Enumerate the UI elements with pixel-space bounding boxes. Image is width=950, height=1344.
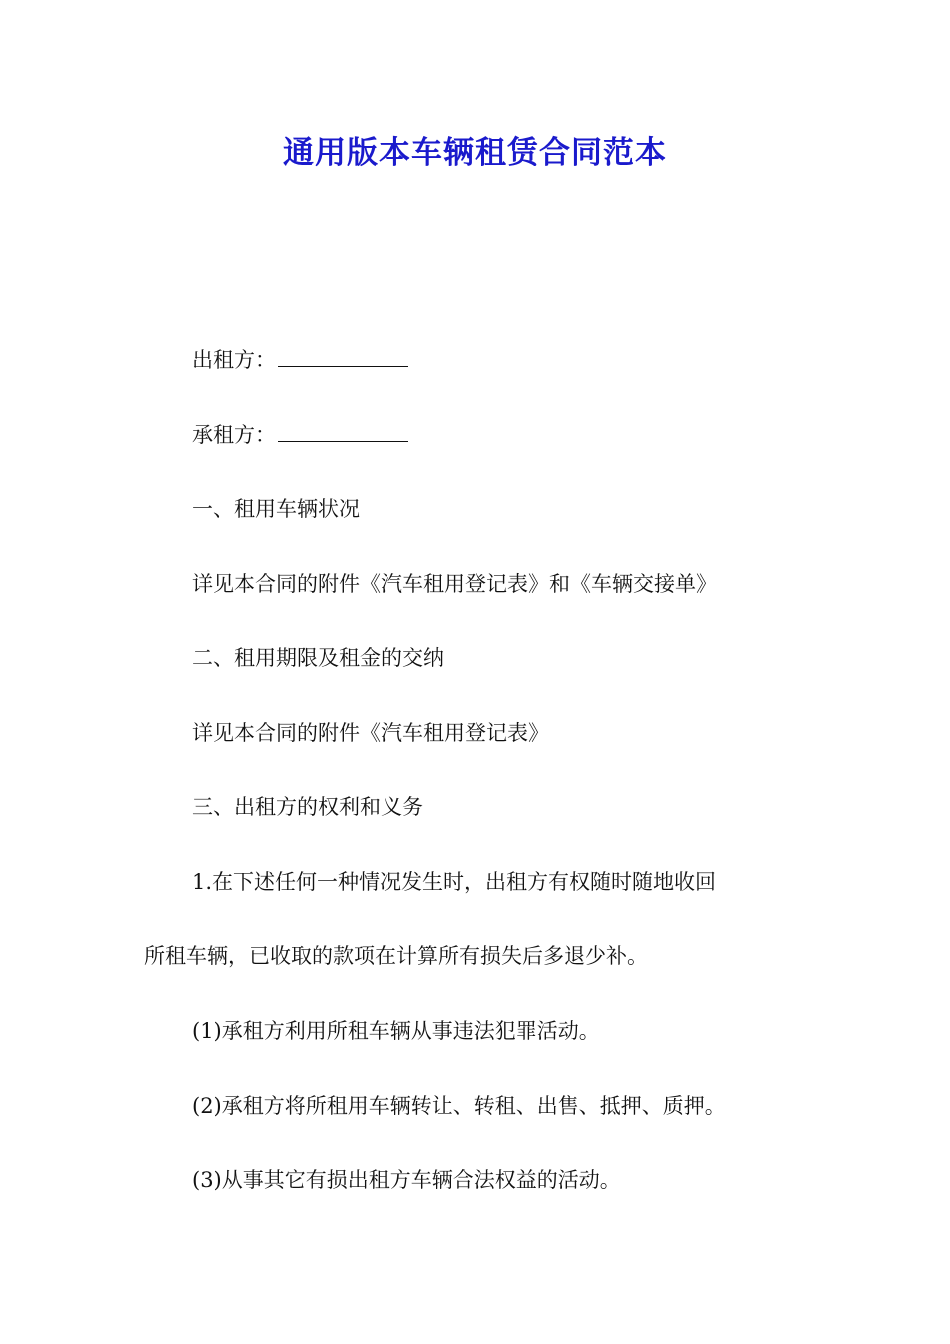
clause1-item3: (3)从事其它有损出租方车辆合法权益的活动。	[192, 1168, 621, 1192]
section3-heading: 三、出租方的权利和义务	[192, 795, 423, 819]
clause1-line1: 1.在下述任何一种情况发生时，出租方有权随时随地收回	[192, 870, 717, 894]
lessor-field	[192, 343, 408, 377]
clause1-item1: (1)承租方利用所租车辆从事违法犯罪活动。	[192, 1019, 600, 1043]
section1-heading: 一、租用车辆状况	[192, 497, 360, 521]
clause1-item2: (2)承租方将所租用车辆转让、转租、出售、抵押、质押。	[192, 1094, 726, 1118]
section1-text: 详见本合同的附件《汽车租用登记表》和《车辆交接单》	[192, 572, 717, 596]
lessor-label: 出租方：	[192, 348, 276, 372]
lessee-field	[192, 418, 408, 452]
section2-text: 详见本合同的附件《汽车租用登记表》	[192, 721, 549, 745]
clause1-line2: 所租车辆，已收取的款项在计算所有损失后多退少补。	[144, 944, 648, 968]
section2-heading: 二、租用期限及租金的交纳	[192, 646, 444, 670]
lessee-label: 承租方：	[192, 423, 276, 447]
lessee-blank	[278, 419, 408, 442]
document-title: 通用版本车辆租赁合同范本	[283, 135, 667, 171]
lessor-blank	[278, 344, 408, 367]
